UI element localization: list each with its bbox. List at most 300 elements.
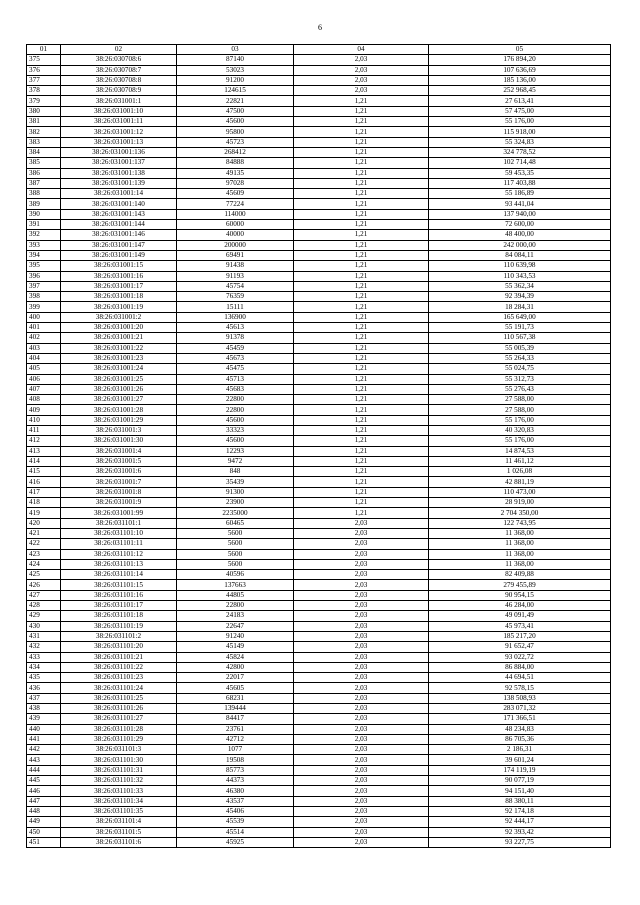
table-row [27,415,611,425]
rate-cell: 2,03 [294,86,429,96]
area-cell: 124615 [177,86,294,96]
rate-cell: 1,21 [294,240,429,250]
cadastral-number-cell: 38:26:031101:5 [61,827,177,837]
table-row [27,127,611,137]
area-cell: 45754 [177,281,294,291]
amount-cell: 110 639,98 [429,261,611,271]
table-row [27,528,611,538]
rate-cell: 2,03 [294,621,429,631]
rate-cell: 1,21 [294,209,429,219]
area-cell: 45824 [177,652,294,662]
row-number-cell: 403 [27,343,61,353]
row-number-cell: 415 [27,467,61,477]
rate-cell: 2,03 [294,580,429,590]
amount-cell: 176 894,20 [429,55,611,65]
area-cell: 15111 [177,302,294,312]
row-number-cell: 438 [27,704,61,714]
rate-cell: 2,03 [294,765,429,775]
cadastral-number-cell: 38:26:031001:17 [61,281,177,291]
table-row [27,683,611,693]
rate-cell: 1,21 [294,395,429,405]
cadastral-number-cell: 38:26:031101:28 [61,724,177,734]
area-cell: 45459 [177,343,294,353]
amount-cell: 110 567,38 [429,333,611,343]
amount-cell: 88 380,11 [429,796,611,806]
row-number-cell: 411 [27,425,61,435]
rate-cell: 1,21 [294,147,429,157]
cadastral-number-cell: 38:26:031001:14 [61,189,177,199]
cadastral-number-cell: 38:26:031001:30 [61,436,177,446]
cadastral-number-cell: 38:26:031101:15 [61,580,177,590]
area-cell: 45925 [177,837,294,847]
row-number-cell: 423 [27,549,61,559]
rate-cell: 1,21 [294,292,429,302]
rate-cell: 2,03 [294,528,429,538]
area-cell: 5600 [177,559,294,569]
cadastral-number-cell: 38:26:031101:25 [61,693,177,703]
amount-cell: 11 368,00 [429,549,611,559]
row-number-cell: 379 [27,96,61,106]
rate-cell: 1,21 [294,508,429,518]
amount-cell: 117 403,88 [429,178,611,188]
area-cell: 200000 [177,240,294,250]
area-cell: 23900 [177,498,294,508]
table-row [27,425,611,435]
table-row [27,405,611,415]
row-number-cell: 408 [27,395,61,405]
area-cell: 69491 [177,250,294,260]
table-row [27,559,611,569]
cadastral-number-cell: 38:26:031001:138 [61,168,177,178]
row-number-cell: 440 [27,724,61,734]
table-row [27,75,611,85]
amount-cell: 40 320,83 [429,425,611,435]
amount-cell: 55 005,39 [429,343,611,353]
cadastral-number-cell: 38:26:031101:29 [61,734,177,744]
table-row [27,796,611,806]
row-number-cell: 392 [27,230,61,240]
table-row [27,343,611,353]
row-number-cell: 449 [27,817,61,827]
column-header-02: 02 [61,45,177,55]
row-number-cell: 398 [27,292,61,302]
cadastral-number-cell: 38:26:031001:9 [61,498,177,508]
amount-cell: 92 174,18 [429,806,611,816]
rate-cell: 2,03 [294,796,429,806]
row-number-cell: 430 [27,621,61,631]
amount-cell: 252 968,45 [429,86,611,96]
cadastral-number-cell: 38:26:031101:27 [61,714,177,724]
cadastral-number-cell: 38:26:031101:22 [61,662,177,672]
cadastral-number-cell: 38:26:031101:32 [61,776,177,786]
area-cell: 19508 [177,755,294,765]
cadastral-number-cell: 38:26:031001:24 [61,364,177,374]
table-row [27,137,611,147]
table-row [27,147,611,157]
amount-cell: 55 186,89 [429,189,611,199]
table-row [27,117,611,127]
row-number-cell: 412 [27,436,61,446]
area-cell: 45514 [177,827,294,837]
table-row [27,65,611,75]
table-row [27,704,611,714]
table-row [27,467,611,477]
rate-cell: 1,21 [294,137,429,147]
rate-cell: 1,21 [294,374,429,384]
amount-cell: 115 918,00 [429,127,611,137]
cadastral-number-cell: 38:26:031001:136 [61,147,177,157]
rate-cell: 2,03 [294,817,429,827]
amount-cell: 107 636,69 [429,65,611,75]
table-row [27,240,611,250]
rate-cell: 2,03 [294,704,429,714]
area-cell: 87140 [177,55,294,65]
area-cell: 45600 [177,117,294,127]
table-row [27,508,611,518]
cadastral-number-cell: 38:26:030708:8 [61,75,177,85]
amount-cell: 102 714,48 [429,158,611,168]
table-row [27,199,611,209]
cadastral-number-cell: 38:26:030708:7 [61,65,177,75]
cadastral-number-cell: 38:26:031101:33 [61,786,177,796]
row-number-cell: 424 [27,559,61,569]
rate-cell: 2,03 [294,601,429,611]
cadastral-number-cell: 38:26:031001:99 [61,508,177,518]
area-cell: 22821 [177,96,294,106]
row-number-cell: 376 [27,65,61,75]
row-number-cell: 418 [27,498,61,508]
area-cell: 22800 [177,395,294,405]
rate-cell: 1,21 [294,271,429,281]
table-header-row [27,45,611,55]
area-cell: 45600 [177,415,294,425]
table-row [27,168,611,178]
row-number-cell: 425 [27,570,61,580]
row-number-cell: 399 [27,302,61,312]
table-body [27,55,611,848]
amount-cell: 55 191,73 [429,323,611,333]
cadastral-number-cell: 38:26:031001:22 [61,343,177,353]
amount-cell: 48 400,00 [429,230,611,240]
area-cell: 33323 [177,425,294,435]
row-number-cell: 384 [27,147,61,157]
row-number-cell: 380 [27,106,61,116]
table-row [27,631,611,641]
area-cell: 49135 [177,168,294,178]
row-number-cell: 386 [27,168,61,178]
amount-cell: 185 217,20 [429,631,611,641]
area-cell: 22017 [177,673,294,683]
cadastral-number-cell: 38:26:031001:2 [61,312,177,322]
rate-cell: 2,03 [294,662,429,672]
cadastral-number-cell: 38:26:031101:35 [61,806,177,816]
rate-cell: 1,21 [294,415,429,425]
data-table [26,44,611,848]
row-number-cell: 406 [27,374,61,384]
cadastral-number-cell: 38:26:031001:19 [61,302,177,312]
column-header-03: 03 [177,45,294,55]
cadastral-number-cell: 38:26:031001:8 [61,487,177,497]
table-row [27,570,611,580]
rate-cell: 2,03 [294,652,429,662]
area-cell: 5600 [177,528,294,538]
amount-cell: 185 136,00 [429,75,611,85]
area-cell: 85773 [177,765,294,775]
row-number-cell: 383 [27,137,61,147]
rate-cell: 2,03 [294,806,429,816]
cadastral-number-cell: 38:26:031101:31 [61,765,177,775]
area-cell: 60465 [177,518,294,528]
rate-cell: 1,21 [294,189,429,199]
table-row [27,642,611,652]
cadastral-number-cell: 38:26:031101:3 [61,745,177,755]
rate-cell: 1,21 [294,425,429,435]
cadastral-number-cell: 38:26:031001:146 [61,230,177,240]
amount-cell: 55 176,00 [429,436,611,446]
rate-cell: 2,03 [294,642,429,652]
amount-cell: 1 026,08 [429,467,611,477]
table-row [27,786,611,796]
area-cell: 91200 [177,75,294,85]
cadastral-number-cell: 38:26:031001:20 [61,323,177,333]
amount-cell: 82 409,88 [429,570,611,580]
rate-cell: 2,03 [294,673,429,683]
table-row [27,220,611,230]
area-cell: 45475 [177,364,294,374]
amount-cell: 39 601,24 [429,755,611,765]
cadastral-number-cell: 38:26:031101:34 [61,796,177,806]
cadastral-number-cell: 38:26:031001:1 [61,96,177,106]
rate-cell: 1,21 [294,312,429,322]
table-row [27,446,611,456]
table-row [27,261,611,271]
cadastral-number-cell: 38:26:031001:5 [61,456,177,466]
row-number-cell: 433 [27,652,61,662]
area-cell: 45406 [177,806,294,816]
table-row [27,714,611,724]
amount-cell: 165 649,00 [429,312,611,322]
table-row [27,621,611,631]
area-cell: 45539 [177,817,294,827]
row-number-cell: 434 [27,662,61,672]
table-row [27,776,611,786]
area-cell: 35439 [177,477,294,487]
row-number-cell: 421 [27,528,61,538]
area-cell: 45605 [177,683,294,693]
area-cell: 77224 [177,199,294,209]
row-number-cell: 413 [27,446,61,456]
rate-cell: 1,21 [294,436,429,446]
table-row [27,817,611,827]
row-number-cell: 439 [27,714,61,724]
cadastral-number-cell: 38:26:031001:7 [61,477,177,487]
rate-cell: 1,21 [294,353,429,363]
area-cell: 45683 [177,384,294,394]
rate-cell: 2,03 [294,734,429,744]
cadastral-number-cell: 38:26:031101:2 [61,631,177,641]
rate-cell: 1,21 [294,364,429,374]
table-row [27,806,611,816]
area-cell: 45723 [177,137,294,147]
rate-cell: 1,21 [294,333,429,343]
amount-cell: 242 000,00 [429,240,611,250]
column-header-04: 04 [294,45,429,55]
amount-cell: 55 324,83 [429,137,611,147]
amount-cell: 110 473,00 [429,487,611,497]
amount-cell: 44 694,51 [429,673,611,683]
cadastral-number-cell: 38:26:030708:6 [61,55,177,65]
amount-cell: 55 312,73 [429,374,611,384]
area-cell: 84417 [177,714,294,724]
table-row [27,456,611,466]
amount-cell: 93 227,75 [429,837,611,847]
row-number-cell: 407 [27,384,61,394]
rate-cell: 2,03 [294,755,429,765]
table-row [27,436,611,446]
area-cell: 95800 [177,127,294,137]
area-cell: 22800 [177,601,294,611]
row-number-cell: 404 [27,353,61,363]
amount-cell: 91 652,47 [429,642,611,652]
row-number-cell: 432 [27,642,61,652]
area-cell: 24183 [177,611,294,621]
table-row [27,96,611,106]
cadastral-number-cell: 38:26:031101:18 [61,611,177,621]
row-number-cell: 385 [27,158,61,168]
rate-cell: 1,21 [294,261,429,271]
cadastral-number-cell: 38:26:031001:139 [61,178,177,188]
amount-cell: 122 743,95 [429,518,611,528]
area-cell: 91240 [177,631,294,641]
cadastral-number-cell: 38:26:031001:3 [61,425,177,435]
area-cell: 848 [177,467,294,477]
table-row [27,312,611,322]
amount-cell: 55 176,00 [429,415,611,425]
rate-cell: 2,03 [294,827,429,837]
area-cell: 42712 [177,734,294,744]
area-cell: 139444 [177,704,294,714]
cadastral-number-cell: 38:26:031001:16 [61,271,177,281]
rate-cell: 1,21 [294,106,429,116]
table-row [27,178,611,188]
area-cell: 45609 [177,189,294,199]
table-row [27,539,611,549]
amount-cell: 93 441,04 [429,199,611,209]
area-cell: 2235000 [177,508,294,518]
rate-cell: 2,03 [294,570,429,580]
amount-cell: 72 600,00 [429,220,611,230]
area-cell: 91193 [177,271,294,281]
table-row [27,158,611,168]
table-row [27,395,611,405]
amount-cell: 55 264,33 [429,353,611,363]
rate-cell: 2,03 [294,837,429,847]
cadastral-number-cell: 38:26:031001:6 [61,467,177,477]
cadastral-number-cell: 38:26:031001:15 [61,261,177,271]
table-row [27,106,611,116]
area-cell: 42800 [177,662,294,672]
table-row [27,302,611,312]
rate-cell: 1,21 [294,117,429,127]
table-row [27,384,611,394]
cadastral-number-cell: 38:26:031001:143 [61,209,177,219]
area-cell: 137663 [177,580,294,590]
amount-cell: 27 613,41 [429,96,611,106]
cadastral-number-cell: 38:26:031101:17 [61,601,177,611]
cadastral-number-cell: 38:26:031001:27 [61,395,177,405]
amount-cell: 90 954,15 [429,590,611,600]
cadastral-number-cell: 38:26:031101:26 [61,704,177,714]
amount-cell: 55 276,43 [429,384,611,394]
rate-cell: 1,21 [294,168,429,178]
cadastral-number-cell: 38:26:031101:20 [61,642,177,652]
rate-cell: 1,21 [294,323,429,333]
table-row [27,230,611,240]
cadastral-number-cell: 38:26:031101:11 [61,539,177,549]
amount-cell: 93 022,72 [429,652,611,662]
area-cell: 22647 [177,621,294,631]
area-cell: 9472 [177,456,294,466]
area-cell: 5600 [177,549,294,559]
cadastral-number-cell: 38:26:031001:147 [61,240,177,250]
cadastral-number-cell: 38:26:031001:28 [61,405,177,415]
cadastral-number-cell: 38:26:030708:9 [61,86,177,96]
row-number-cell: 389 [27,199,61,209]
rate-cell: 2,03 [294,683,429,693]
area-cell: 40596 [177,570,294,580]
rate-cell: 1,21 [294,178,429,188]
amount-cell: 45 973,41 [429,621,611,631]
table-row [27,693,611,703]
table-row [27,827,611,837]
row-number-cell: 394 [27,250,61,260]
area-cell: 84888 [177,158,294,168]
amount-cell: 11 368,00 [429,539,611,549]
cadastral-number-cell: 38:26:031001:23 [61,353,177,363]
cadastral-number-cell: 38:26:031101:19 [61,621,177,631]
row-number-cell: 428 [27,601,61,611]
amount-cell: 174 119,19 [429,765,611,775]
amount-cell: 11 368,00 [429,528,611,538]
rate-cell: 1,21 [294,220,429,230]
area-cell: 91300 [177,487,294,497]
row-number-cell: 446 [27,786,61,796]
row-number-cell: 422 [27,539,61,549]
row-number-cell: 402 [27,333,61,343]
rate-cell: 2,03 [294,776,429,786]
rate-cell: 2,03 [294,549,429,559]
rate-cell: 1,21 [294,467,429,477]
amount-cell: 2 186,31 [429,745,611,755]
table-row [27,580,611,590]
rate-cell: 2,03 [294,75,429,85]
cadastral-number-cell: 38:26:031001:26 [61,384,177,394]
amount-cell: 92 394,39 [429,292,611,302]
amount-cell: 18 284,31 [429,302,611,312]
area-cell: 97028 [177,178,294,188]
cadastral-number-cell: 38:26:031001:10 [61,106,177,116]
row-number-cell: 378 [27,86,61,96]
area-cell: 23761 [177,724,294,734]
rate-cell: 2,03 [294,590,429,600]
table-row [27,353,611,363]
amount-cell: 283 071,32 [429,704,611,714]
row-number-cell: 448 [27,806,61,816]
row-number-cell: 441 [27,734,61,744]
table-row [27,271,611,281]
area-cell: 45713 [177,374,294,384]
cadastral-number-cell: 38:26:031001:25 [61,374,177,384]
